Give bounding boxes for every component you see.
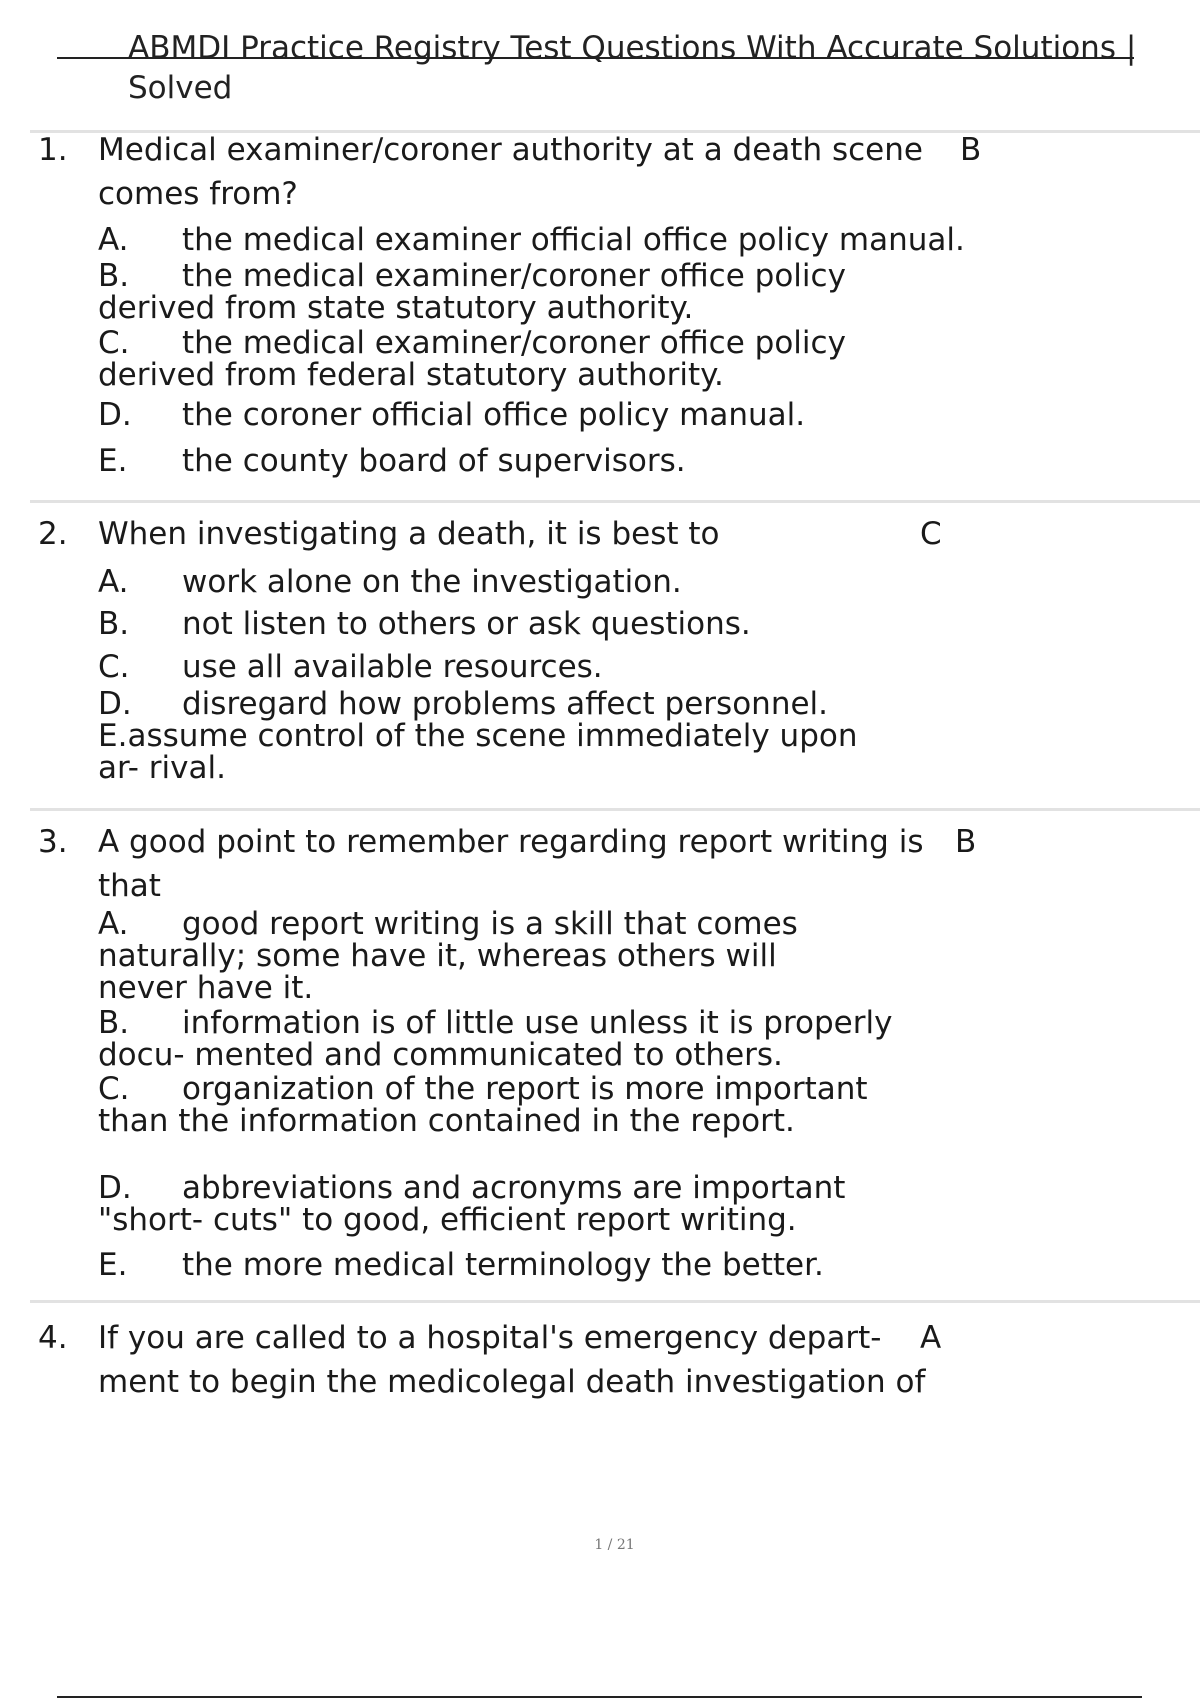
option-letter: B.	[98, 1005, 130, 1041]
option-letter: E.	[98, 718, 128, 754]
option-a	[98, 566, 918, 598]
option-e	[98, 445, 918, 477]
option-e	[98, 720, 888, 784]
option-d	[98, 688, 918, 720]
option-text: organization of the report is more important than the information contained in the report.	[98, 1071, 868, 1139]
option-text: not listen to others or ask questions.	[182, 606, 751, 642]
option-letter: B.	[98, 258, 130, 294]
divider	[30, 808, 1200, 811]
option-text: use all available resources.	[182, 649, 603, 685]
option-c	[98, 651, 918, 683]
question-number: 1.	[38, 132, 68, 168]
option-text: abbreviations and acronyms are important "short- cuts" to good, efficient report writing.	[98, 1170, 846, 1238]
divider	[30, 500, 1200, 503]
option-text: the medical examiner official office policy manual.	[182, 222, 965, 258]
answer-key: B	[955, 824, 977, 860]
answer-key: A	[920, 1320, 942, 1356]
option-a	[98, 224, 998, 256]
option-letter: B.	[98, 606, 130, 642]
option-c	[98, 327, 888, 391]
question-stem: A good point to remember regarding report writing is that	[98, 824, 924, 904]
option-c	[98, 1073, 898, 1137]
option-e	[98, 1249, 918, 1281]
option-text: work alone on the investigation.	[182, 564, 682, 600]
option-b	[98, 260, 888, 324]
question-stem: When investigating a death, it is best to	[98, 516, 720, 552]
option-b	[98, 608, 918, 640]
option-letter: C.	[98, 649, 130, 685]
option-d	[98, 1172, 888, 1236]
question-number: 2.	[38, 516, 68, 552]
question-stem: Medical examiner/coroner authority at a death scene comes from?	[98, 132, 923, 212]
answer-key: C	[920, 516, 942, 552]
option-letter: A.	[98, 564, 129, 600]
option-text: assume control of the scene immediately upon ar- rival.	[98, 718, 858, 786]
footer-rule	[57, 1696, 1142, 1698]
option-text: information is of little use unless it is properly docu- mented and communicated to others.	[98, 1005, 893, 1073]
option-letter: C.	[98, 1071, 130, 1107]
document-title: ABMDI Practice Registry Test Questions With Accurate Solutions | Solved	[128, 30, 1137, 106]
option-b	[98, 1007, 908, 1071]
option-text: the more medical terminology the better.	[182, 1247, 824, 1283]
divider	[30, 1300, 1200, 1303]
option-letter: D.	[98, 397, 132, 433]
option-text: disregard how problems affect personnel.	[182, 686, 829, 722]
option-text: good report writing is a skill that comes naturally; some have it, whereas others will never have it.	[98, 906, 798, 1006]
option-letter: A.	[98, 222, 129, 258]
option-letter: C.	[98, 325, 130, 361]
option-d	[98, 399, 918, 431]
option-text: the county board of supervisors.	[182, 443, 686, 479]
answer-key: B	[960, 132, 982, 168]
option-a	[98, 908, 858, 1004]
question-number: 4.	[38, 1320, 68, 1356]
option-letter: D.	[98, 1170, 132, 1206]
page-number: 1 / 21	[594, 1537, 635, 1553]
question-number: 3.	[38, 824, 68, 860]
question-stem: If you are called to a hospital's emergency depart- ment to begin the medicolegal death investigation of	[98, 1320, 926, 1400]
option-letter: E.	[98, 443, 128, 479]
option-text: the medical examiner/coroner office policy derived from federal statutory authority.	[98, 325, 846, 393]
option-letter: D.	[98, 686, 132, 722]
option-text: the medical examiner/coroner office policy derived from state statutory authority.	[98, 258, 846, 326]
option-letter: E.	[98, 1247, 128, 1283]
option-letter: A.	[98, 906, 129, 942]
option-text: the coroner official office policy manual.	[182, 397, 806, 433]
